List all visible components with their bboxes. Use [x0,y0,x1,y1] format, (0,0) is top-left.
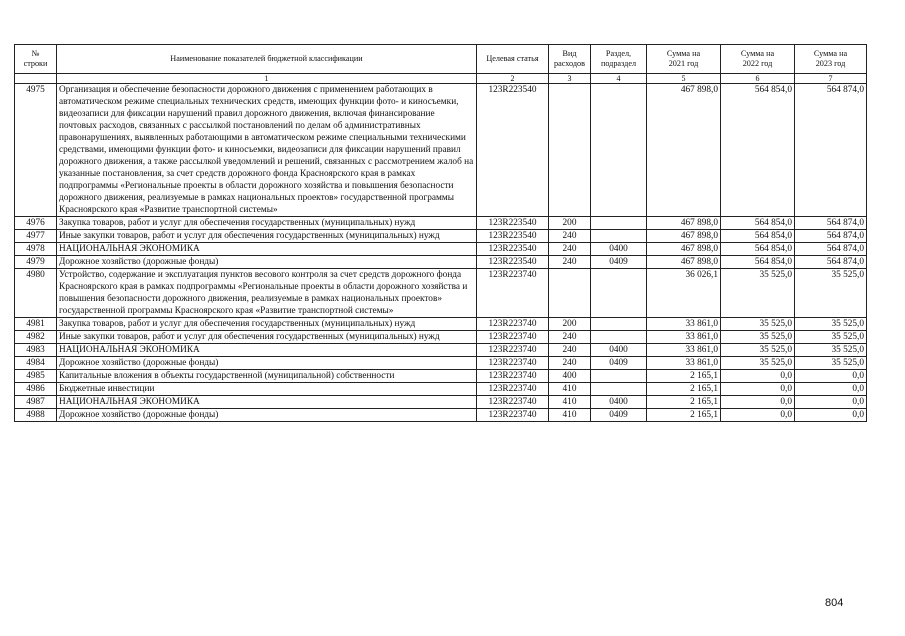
row-name: НАЦИОНАЛЬНАЯ ЭКОНОМИКА [57,344,477,357]
row-number: 4981 [15,318,57,331]
row-name: НАЦИОНАЛЬНАЯ ЭКОНОМИКА [57,243,477,256]
row-expense-type [549,84,591,217]
row-target-article: 123R223740 [477,357,549,370]
row-section [591,370,647,383]
row-number: 4986 [15,383,57,396]
header-expense-type: Вид расходов [549,45,591,74]
row-section [591,230,647,243]
row-name: Дорожное хозяйство (дорожные фонды) [57,357,477,370]
row-number: 4975 [15,84,57,217]
column-number: 1 [57,74,477,84]
row-number: 4984 [15,357,57,370]
row-name: Дорожное хозяйство (дорожные фонды) [57,409,477,422]
row-sum-2021: 467 898,0 [647,256,721,269]
row-sum-2023: 35 525,0 [795,357,867,370]
row-expense-type: 200 [549,217,591,230]
row-target-article: 123R223540 [477,217,549,230]
row-number: 4980 [15,269,57,318]
row-section [591,318,647,331]
row-number: 4977 [15,230,57,243]
row-expense-type: 410 [549,383,591,396]
row-sum-2022: 35 525,0 [721,318,795,331]
row-sum-2022: 0,0 [721,383,795,396]
row-sum-2021: 467 898,0 [647,84,721,217]
row-number: 4976 [15,217,57,230]
table-row [15,84,867,217]
row-name: Иные закупки товаров, работ и услуг для обеспечения государственных (муниципальных) нужд [57,331,477,344]
row-sum-2023: 0,0 [795,383,867,396]
row-sum-2021: 467 898,0 [647,243,721,256]
column-number: 6 [721,74,795,84]
row-sum-2023: 564 874,0 [795,230,867,243]
budget-table [14,44,867,422]
column-number: 2 [477,74,549,84]
table-row [15,256,867,269]
header-section: Раздел, подраздел [591,45,647,74]
row-target-article: 123R223740 [477,370,549,383]
row-expense-type: 400 [549,370,591,383]
row-target-article: 123R223740 [477,331,549,344]
row-sum-2021: 33 861,0 [647,331,721,344]
budget-table-page [14,44,866,422]
row-sum-2022: 0,0 [721,409,795,422]
table-row [15,344,867,357]
row-sum-2022: 35 525,0 [721,331,795,344]
row-section: 0400 [591,396,647,409]
row-sum-2021: 467 898,0 [647,217,721,230]
row-sum-2022: 0,0 [721,396,795,409]
column-number: 5 [647,74,721,84]
row-section: 0400 [591,344,647,357]
row-sum-2022: 564 854,0 [721,217,795,230]
row-sum-2023: 564 874,0 [795,256,867,269]
table-row [15,409,867,422]
row-sum-2023: 0,0 [795,370,867,383]
row-target-article: 123R223540 [477,256,549,269]
row-number: 4987 [15,396,57,409]
row-section [591,84,647,217]
header-sum-2022: Сумма на 2022 год [721,45,795,74]
row-section: 0400 [591,243,647,256]
table-row [15,243,867,256]
row-sum-2023: 35 525,0 [795,331,867,344]
row-name: НАЦИОНАЛЬНАЯ ЭКОНОМИКА [57,396,477,409]
row-sum-2022: 564 854,0 [721,243,795,256]
row-sum-2023: 564 874,0 [795,243,867,256]
row-sum-2023: 35 525,0 [795,318,867,331]
row-target-article: 123R223740 [477,269,549,318]
column-number: 7 [795,74,867,84]
row-target-article: 123R223740 [477,409,549,422]
row-target-article: 123R223540 [477,84,549,217]
row-sum-2022: 564 854,0 [721,230,795,243]
row-target-article: 123R223740 [477,396,549,409]
row-number: 4979 [15,256,57,269]
row-target-article: 123R223740 [477,344,549,357]
row-section: 0409 [591,409,647,422]
row-sum-2021: 33 861,0 [647,344,721,357]
row-target-article: 123R223740 [477,318,549,331]
table-body [15,84,867,422]
row-section [591,383,647,396]
row-number: 4988 [15,409,57,422]
row-target-article: 123R223540 [477,243,549,256]
row-expense-type: 240 [549,256,591,269]
row-expense-type: 240 [549,243,591,256]
table-row [15,396,867,409]
row-name: Дорожное хозяйство (дорожные фонды) [57,256,477,269]
header-name: Наименование показателей бюджетной классификации [57,45,477,74]
row-sum-2022: 0,0 [721,370,795,383]
row-section [591,269,647,318]
row-expense-type: 240 [549,230,591,243]
row-sum-2022: 564 854,0 [721,256,795,269]
row-sum-2023: 564 874,0 [795,217,867,230]
column-number [15,74,57,84]
column-number-row [15,74,867,84]
row-sum-2021: 33 861,0 [647,318,721,331]
table-row [15,318,867,331]
row-sum-2021: 2 165,1 [647,370,721,383]
column-number: 4 [591,74,647,84]
row-name: Иные закупки товаров, работ и услуг для обеспечения государственных (муниципальных) нужд [57,230,477,243]
row-expense-type: 240 [549,357,591,370]
table-row [15,357,867,370]
table-row [15,217,867,230]
row-expense-type: 200 [549,318,591,331]
header-row [15,45,867,74]
row-expense-type: 240 [549,331,591,344]
row-section [591,331,647,344]
row-sum-2022: 35 525,0 [721,357,795,370]
row-sum-2023: 35 525,0 [795,344,867,357]
row-expense-type: 410 [549,409,591,422]
table-row [15,383,867,396]
row-sum-2023: 0,0 [795,396,867,409]
row-sum-2023: 35 525,0 [795,269,867,318]
table-row [15,269,867,318]
row-sum-2022: 35 525,0 [721,269,795,318]
table-row [15,230,867,243]
row-number: 4978 [15,243,57,256]
row-name: Закупка товаров, работ и услуг для обеспечения государственных (муниципальных) нужд [57,318,477,331]
row-sum-2021: 467 898,0 [647,230,721,243]
row-expense-type: 410 [549,396,591,409]
row-name: Бюджетные инвестиции [57,383,477,396]
row-expense-type [549,269,591,318]
row-expense-type: 240 [549,344,591,357]
column-number: 3 [549,74,591,84]
row-sum-2023: 564 874,0 [795,84,867,217]
row-sum-2021: 2 165,1 [647,409,721,422]
row-number: 4985 [15,370,57,383]
row-name: Закупка товаров, работ и услуг для обеспечения государственных (муниципальных) нужд [57,217,477,230]
table-row [15,370,867,383]
row-sum-2022: 564 854,0 [721,84,795,217]
row-section [591,217,647,230]
row-section: 0409 [591,357,647,370]
row-sum-2021: 36 026,1 [647,269,721,318]
header-target-article: Целевая статья [477,45,549,74]
row-number: 4982 [15,331,57,344]
page-number: 804 [825,597,844,609]
row-name: Устройство, содержание и эксплуатация пунктов весового контроля за счет средств дорожного фонда Красноярского края в рамках подпрограммы «Региональные проекты в области дорожного хозяйства и повышения безопасности дорожного движения, реализуемые в рамках национальных проектов» государственной программы Красноярского края «Развитие транспортной системы» [57,269,477,318]
row-section: 0409 [591,256,647,269]
row-sum-2023: 0,0 [795,409,867,422]
row-number: 4983 [15,344,57,357]
row-sum-2022: 35 525,0 [721,344,795,357]
table-row [15,331,867,344]
row-sum-2021: 33 861,0 [647,357,721,370]
row-name: Капитальные вложения в объекты государственной (муниципальной) собственности [57,370,477,383]
row-target-article: 123R223740 [477,383,549,396]
header-sum-2021: Сумма на 2021 год [647,45,721,74]
row-target-article: 123R223540 [477,230,549,243]
row-sum-2021: 2 165,1 [647,383,721,396]
header-row-number: № строки [15,45,57,74]
row-sum-2021: 2 165,1 [647,396,721,409]
header-sum-2023: Сумма на 2023 год [795,45,867,74]
row-name: Организация и обеспечение безопасности дорожного движения с применением работающих в автоматическом режиме специальных технических средств, имеющих функции фото- и киносъемки, видеозаписи для фиксации нарушений правил дорожного движения, включая финансирование почтовых расходов, связанных с рассылкой постановлений по делам об административных правонарушениях, выявленных работающими в автоматическом режиме специальными техническими средствами, имеющими функции фото- и киносъемки, видеозаписи для фиксации нарушений правил дорожного движения, а также рассылкой уведомлений и решений, связанных с рассмотрением жалоб на указанные постановления, за счет средств дорожного фонда Красноярского края в рамках подпрограммы «Региональные проекты в области дорожного хозяйства и повышения безопасности дорожного движения, реализуемые в рамках национальных проектов» государственной программы Красноярского края «Развитие транспортной системы» [57,84,477,217]
